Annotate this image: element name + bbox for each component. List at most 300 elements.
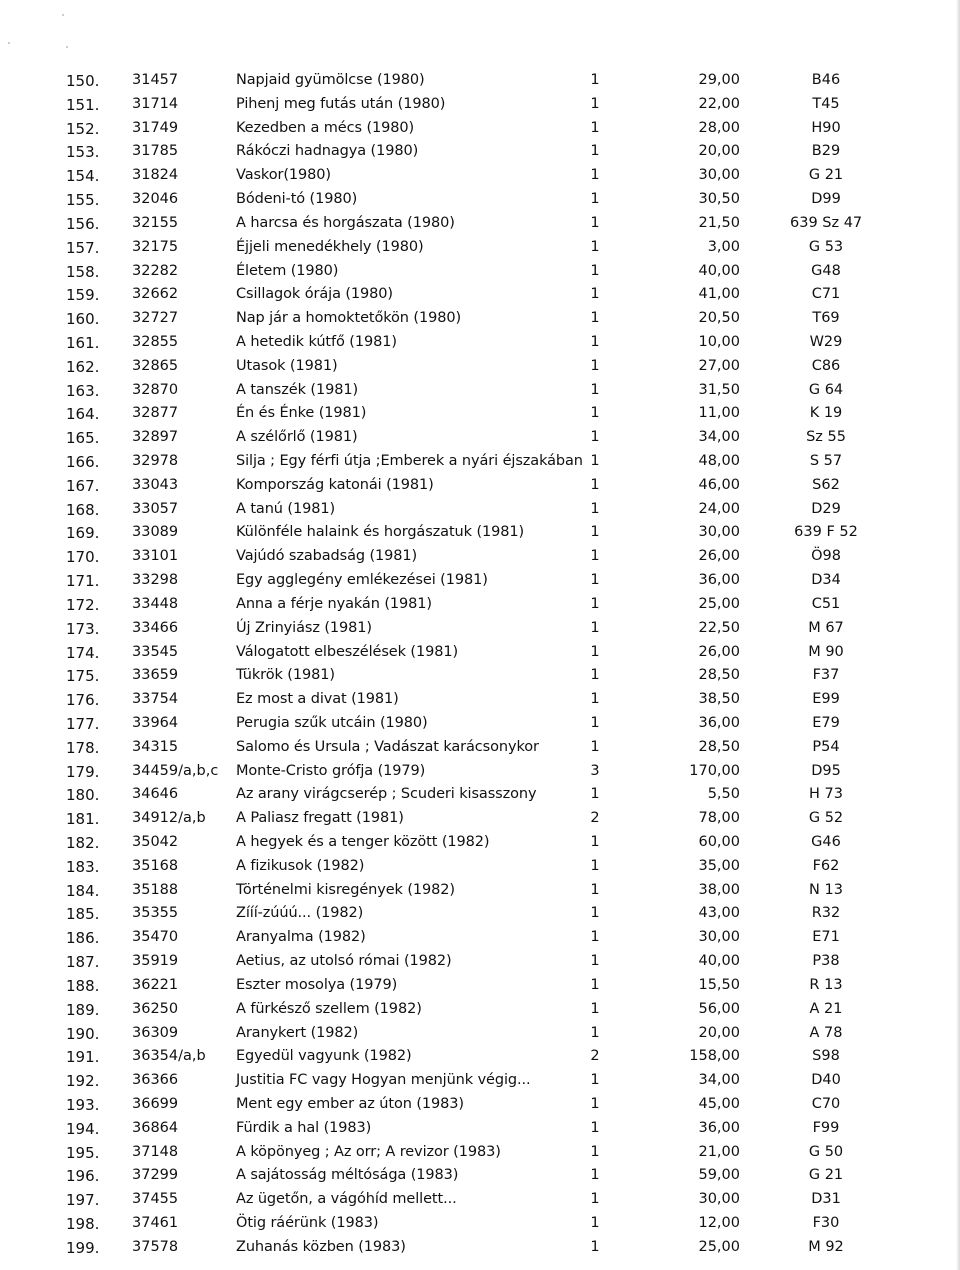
table-row (0, 237, 960, 261)
row-number: 191. (66, 1048, 100, 1067)
row-price: 28,50 (698, 667, 740, 684)
row-price: 30,00 (698, 524, 740, 541)
row-code: D95 (811, 762, 841, 779)
row-code: G48 (811, 262, 841, 279)
row-title: Pihenj meg futás után (1980) (236, 95, 446, 112)
row-quantity: 2 (590, 1048, 600, 1065)
row-number: 198. (66, 1215, 100, 1233)
row-number: 197. (66, 1191, 100, 1210)
row-id: 32978 (132, 453, 179, 469)
row-price: 29,00 (698, 72, 740, 88)
row-quantity: 1 (590, 643, 600, 660)
row-price: 24,00 (698, 500, 740, 517)
row-code: K 19 (809, 405, 843, 422)
row-quantity: 1 (590, 595, 600, 612)
row-id: 32727 (132, 310, 179, 327)
row-number: 177. (66, 714, 100, 733)
row-code: C86 (811, 357, 841, 374)
row-price: 20,50 (698, 310, 740, 327)
row-price: 59,00 (698, 1167, 740, 1184)
table-row (0, 213, 960, 237)
row-title: A fürkésző szellem (1982) (236, 1000, 422, 1017)
row-number: 174. (66, 643, 100, 662)
row-code: A 21 (809, 1000, 843, 1017)
row-quantity: 1 (590, 619, 600, 636)
row-quantity: 1 (590, 72, 600, 88)
row-quantity: 1 (590, 548, 600, 565)
row-number: 152. (66, 119, 100, 138)
row-id: 35355 (132, 905, 179, 922)
row-quantity: 1 (590, 143, 600, 160)
row-quantity: 1 (590, 262, 600, 279)
row-price: 30,00 (698, 167, 740, 184)
row-code: C71 (811, 286, 841, 303)
row-code: T45 (812, 95, 840, 112)
row-price: 158,00 (689, 1048, 740, 1065)
row-title: Aetius, az utolsó római (1982) (236, 953, 452, 970)
row-code: D34 (811, 572, 841, 589)
row-id: 31824 (132, 167, 179, 184)
row-id: 32155 (132, 214, 179, 231)
table-row (0, 332, 960, 356)
row-title: Napjaid gyümölcse (1980) (236, 72, 425, 88)
row-code: M 67 (808, 619, 844, 636)
row-code: F30 (812, 1215, 840, 1231)
row-quantity: 1 (590, 119, 600, 136)
table-row (0, 70, 960, 94)
row-quantity: 1 (590, 500, 600, 517)
row-id: 32662 (132, 286, 179, 303)
row-quantity: 1 (590, 929, 600, 946)
row-code: B29 (811, 143, 841, 160)
row-quantity: 1 (590, 333, 600, 350)
row-quantity: 2 (590, 810, 600, 827)
row-number: 171. (66, 572, 100, 591)
row-title: Salomo és Ursula ; Vadászat karácsonykor (236, 738, 539, 755)
row-number: 163. (66, 381, 100, 400)
row-title: Ment egy ember az úton (1983) (236, 1095, 464, 1112)
row-id: 32046 (132, 191, 179, 208)
table-row (0, 999, 960, 1023)
row-code: H 73 (809, 786, 843, 803)
row-price: 40,00 (698, 953, 740, 970)
row-id: 35919 (132, 953, 179, 970)
row-title: Én és Énke (1981) (236, 405, 367, 422)
row-title: A sajátosság méltósága (1983) (236, 1167, 459, 1184)
row-id: 33964 (132, 714, 179, 731)
table-row (0, 951, 960, 975)
table-row (0, 380, 960, 404)
row-number: 165. (66, 429, 100, 448)
row-title: Életem (1980) (236, 262, 339, 279)
row-price: 34,00 (698, 429, 740, 446)
table-row (0, 1142, 960, 1166)
row-number: 196. (66, 1167, 100, 1186)
row-title: Kompország katonái (1981) (236, 476, 434, 493)
row-code: B46 (811, 72, 841, 88)
row-id: 35188 (132, 881, 179, 898)
row-title: Utasok (1981) (236, 357, 338, 374)
row-price: 26,00 (698, 643, 740, 660)
row-price: 28,00 (698, 119, 740, 136)
row-code: D29 (811, 500, 841, 517)
table-row (0, 141, 960, 165)
row-number: 153. (66, 143, 100, 162)
table-row (0, 356, 960, 380)
table-row (0, 261, 960, 285)
row-code: G46 (811, 834, 841, 850)
row-title: Vajúdó szabadság (1981) (236, 548, 418, 565)
row-quantity: 1 (590, 905, 600, 922)
scan-speck (8, 42, 10, 44)
row-price: 15,50 (698, 976, 740, 993)
row-id: 32855 (132, 333, 179, 350)
row-price: 36,00 (698, 572, 740, 589)
row-code: F62 (812, 857, 840, 874)
row-number: 178. (66, 738, 100, 757)
row-quantity: 1 (590, 310, 600, 327)
row-quantity: 1 (590, 95, 600, 112)
row-price: 34,00 (698, 1072, 740, 1089)
table-row (0, 927, 960, 951)
row-price: 48,00 (698, 453, 740, 469)
row-quantity: 1 (590, 191, 600, 208)
row-number: 169. (66, 524, 100, 543)
row-code: G 53 (808, 238, 844, 255)
row-title: Rákóczi hadnagya (1980) (236, 143, 419, 160)
row-price: 43,00 (698, 905, 740, 922)
row-price: 3,00 (707, 238, 740, 255)
row-id: 37299 (132, 1167, 179, 1184)
row-id: 32870 (132, 381, 179, 398)
row-number: 173. (66, 619, 100, 638)
row-quantity: 1 (590, 572, 600, 589)
table-row (0, 761, 960, 785)
row-number: 160. (66, 310, 100, 329)
scan-speck (62, 14, 64, 16)
table-row (0, 570, 960, 594)
row-number: 154. (66, 167, 100, 186)
table-row (0, 689, 960, 713)
row-number: 161. (66, 333, 100, 352)
row-quantity: 1 (590, 453, 600, 469)
row-price: 22,00 (698, 95, 740, 112)
row-id: 36221 (132, 976, 179, 993)
row-quantity: 1 (590, 691, 600, 708)
row-price: 40,00 (698, 262, 740, 279)
row-id: 34646 (132, 786, 179, 803)
table-row (0, 1046, 960, 1070)
row-quantity: 1 (590, 1191, 600, 1208)
row-quantity: 1 (590, 953, 600, 970)
row-title: Tükrök (1981) (236, 667, 335, 684)
row-code: C70 (811, 1095, 841, 1112)
row-id: 33089 (132, 524, 179, 541)
table-row (0, 975, 960, 999)
row-price: 21,00 (698, 1143, 740, 1160)
row-quantity: 1 (590, 714, 600, 731)
row-code: R32 (811, 905, 841, 922)
row-quantity: 1 (590, 1143, 600, 1160)
table-row (0, 784, 960, 808)
row-title: Zuhanás közben (1983) (236, 1238, 406, 1255)
row-id: 33101 (132, 548, 179, 565)
row-id: 33298 (132, 572, 179, 589)
row-id: 33448 (132, 595, 179, 612)
row-number: 156. (66, 214, 100, 233)
row-title: Zííí-zúúú... (1982) (236, 905, 364, 922)
row-quantity: 3 (590, 762, 600, 779)
table-row (0, 1118, 960, 1142)
row-number: 193. (66, 1095, 100, 1114)
row-quantity: 1 (590, 1024, 600, 1041)
row-number: 155. (66, 191, 100, 210)
row-code: G 21 (808, 1167, 844, 1184)
row-quantity: 1 (590, 238, 600, 255)
row-id: 37461 (132, 1215, 179, 1231)
row-code: Sz 55 (806, 429, 846, 446)
row-number: 172. (66, 595, 100, 614)
row-code: P54 (812, 738, 840, 755)
row-number: 199. (66, 1238, 100, 1257)
table-row (0, 1237, 960, 1261)
row-number: 183. (66, 857, 100, 876)
row-quantity: 1 (590, 1167, 600, 1184)
table-row (0, 118, 960, 142)
row-price: 30,00 (698, 929, 740, 946)
row-id: 33754 (132, 691, 179, 708)
row-price: 5,50 (707, 786, 740, 803)
inventory-list (0, 70, 960, 1261)
row-quantity: 1 (590, 834, 600, 850)
row-title: Bódeni-tó (1980) (236, 191, 358, 208)
row-code: A 78 (809, 1024, 843, 1041)
row-code: E79 (812, 714, 840, 731)
row-id: 34912/a,b (132, 810, 206, 827)
row-price: 38,00 (698, 881, 740, 898)
table-row (0, 1070, 960, 1094)
row-quantity: 1 (590, 1119, 600, 1136)
row-title: A harcsa és horgászata (1980) (236, 214, 455, 231)
row-title: A tanszék (1981) (236, 381, 358, 398)
table-row (0, 284, 960, 308)
row-number: 192. (66, 1072, 100, 1091)
row-price: 170,00 (689, 762, 740, 779)
row-title: Kezedben a mécs (1980) (236, 119, 415, 136)
table-row (0, 499, 960, 523)
row-id: 33466 (132, 619, 179, 636)
table-row (0, 1023, 960, 1047)
row-price: 11,00 (698, 405, 740, 422)
row-id: 32865 (132, 357, 179, 374)
row-number: 189. (66, 1000, 100, 1019)
row-id: 35470 (132, 929, 179, 946)
row-price: 25,00 (698, 1238, 740, 1255)
row-number: 166. (66, 453, 100, 471)
row-price: 46,00 (698, 476, 740, 493)
row-title: A Paliasz fregatt (1981) (236, 810, 404, 827)
table-row (0, 1165, 960, 1189)
row-id: 37455 (132, 1191, 179, 1208)
row-number: 157. (66, 238, 100, 257)
row-quantity: 1 (590, 1000, 600, 1017)
row-quantity: 1 (590, 1238, 600, 1255)
row-number: 190. (66, 1024, 100, 1043)
row-quantity: 1 (590, 1095, 600, 1112)
row-number: 158. (66, 262, 100, 281)
row-quantity: 1 (590, 857, 600, 874)
row-price: 60,00 (698, 834, 740, 850)
row-number: 162. (66, 357, 100, 376)
row-quantity: 1 (590, 429, 600, 446)
row-title: A hetedik kútfő (1981) (236, 333, 397, 350)
row-code: D99 (811, 191, 841, 208)
row-code: S 57 (809, 453, 843, 469)
row-title: Justitia FC vagy Hogyan menjünk végig... (236, 1072, 531, 1089)
row-title: Ez most a divat (1981) (236, 691, 399, 708)
row-code: D40 (811, 1072, 841, 1089)
row-price: 21,50 (698, 214, 740, 231)
row-title: Monte-Cristo grófja (1979) (236, 762, 426, 779)
scan-speck (66, 46, 68, 48)
row-code: W29 (809, 333, 843, 350)
row-number: 195. (66, 1143, 100, 1162)
row-id: 34459/a,b,c (132, 762, 219, 779)
table-row (0, 451, 960, 475)
table-row (0, 165, 960, 189)
row-quantity: 1 (590, 214, 600, 231)
row-number: 159. (66, 286, 100, 305)
row-title: A köpönyeg ; Az orr; A revizor (1983) (236, 1143, 501, 1160)
row-number: 188. (66, 976, 100, 995)
row-title: Silja ; Egy férfi útja ;Emberek a nyári éjszakában (236, 453, 583, 469)
row-code: F37 (812, 667, 840, 684)
row-code: H90 (811, 119, 841, 136)
row-id: 36250 (132, 1000, 179, 1017)
row-id: 36366 (132, 1072, 179, 1089)
table-row (0, 1189, 960, 1213)
row-id: 32175 (132, 238, 179, 255)
row-number: 181. (66, 810, 100, 829)
row-number: 151. (66, 95, 100, 114)
row-id: 31749 (132, 119, 179, 136)
row-price: 45,00 (698, 1095, 740, 1112)
table-row (0, 94, 960, 118)
row-number: 175. (66, 667, 100, 686)
row-quantity: 1 (590, 381, 600, 398)
row-code: S98 (812, 1048, 840, 1065)
table-row (0, 903, 960, 927)
row-price: 10,00 (698, 333, 740, 350)
row-title: Eszter mosolya (1979) (236, 976, 398, 993)
row-price: 25,00 (698, 595, 740, 612)
row-id: 32897 (132, 429, 179, 446)
row-price: 31,50 (698, 381, 740, 398)
row-code: 639 F 52 (794, 524, 858, 541)
row-number: 194. (66, 1119, 100, 1138)
row-price: 12,00 (698, 1215, 740, 1231)
table-row (0, 522, 960, 546)
row-quantity: 1 (590, 786, 600, 803)
row-quantity: 1 (590, 405, 600, 422)
row-price: 20,00 (698, 1024, 740, 1041)
row-code: G 50 (808, 1143, 844, 1160)
row-number: 179. (66, 762, 100, 781)
row-quantity: 1 (590, 976, 600, 993)
row-id: 35168 (132, 857, 179, 874)
row-price: 28,50 (698, 738, 740, 755)
table-row (0, 642, 960, 666)
row-id: 32282 (132, 262, 179, 279)
row-code: E99 (812, 691, 840, 708)
row-number: 164. (66, 405, 100, 424)
row-title: Fürdik a hal (1983) (236, 1119, 372, 1136)
row-code: D31 (811, 1191, 841, 1208)
row-code: G 64 (808, 381, 844, 398)
table-row (0, 546, 960, 570)
row-code: M 90 (808, 643, 844, 660)
row-code: S62 (812, 476, 840, 493)
row-code: R 13 (809, 976, 843, 993)
row-number: 185. (66, 905, 100, 924)
row-code: G 21 (808, 167, 844, 184)
row-number: 150. (66, 72, 100, 90)
row-title: Éjjeli menedékhely (1980) (236, 238, 424, 255)
row-price: 22,50 (698, 619, 740, 636)
table-row (0, 427, 960, 451)
row-price: 20,00 (698, 143, 740, 160)
row-number: 170. (66, 548, 100, 567)
row-title: Válogatott elbeszélések (1981) (236, 643, 459, 660)
row-id: 37148 (132, 1143, 179, 1160)
table-row (0, 594, 960, 618)
row-code: M 92 (808, 1238, 844, 1255)
row-title: Különféle halaink és horgászatuk (1981) (236, 524, 525, 541)
row-title: Csillagok órája (1980) (236, 286, 393, 303)
row-title: Egyedül vagyunk (1982) (236, 1048, 412, 1065)
row-title: Anna a férje nyakán (1981) (236, 595, 432, 612)
row-id: 36354/a,b (132, 1048, 206, 1065)
row-code: Ö98 (811, 548, 841, 565)
row-price: 30,50 (698, 191, 740, 208)
row-code: P38 (812, 953, 840, 970)
row-quantity: 1 (590, 167, 600, 184)
table-row (0, 808, 960, 832)
row-title: Az arany virágcserép ; Scuderi kisasszony (236, 786, 537, 803)
row-id: 33545 (132, 643, 179, 660)
row-code: T69 (812, 310, 840, 327)
table-row (0, 475, 960, 499)
row-title: Új Zrinyiász (1981) (236, 619, 372, 636)
row-price: 41,00 (698, 286, 740, 303)
row-number: 167. (66, 476, 100, 495)
row-price: 26,00 (698, 548, 740, 565)
row-id: 31714 (132, 95, 179, 112)
row-title: A fizikusok (1982) (236, 857, 365, 874)
row-quantity: 1 (590, 1215, 600, 1231)
row-id: 33043 (132, 476, 179, 493)
row-quantity: 1 (590, 524, 600, 541)
row-id: 31457 (132, 72, 179, 88)
row-title: A hegyek és a tenger között (1982) (236, 834, 490, 850)
table-row (0, 1213, 960, 1237)
table-row (0, 1094, 960, 1118)
row-title: Az ügetőn, a vágóhíd mellett... (236, 1191, 457, 1208)
row-number: 187. (66, 953, 100, 972)
row-id: 36699 (132, 1095, 179, 1112)
row-number: 168. (66, 500, 100, 519)
row-price: 35,00 (698, 857, 740, 874)
